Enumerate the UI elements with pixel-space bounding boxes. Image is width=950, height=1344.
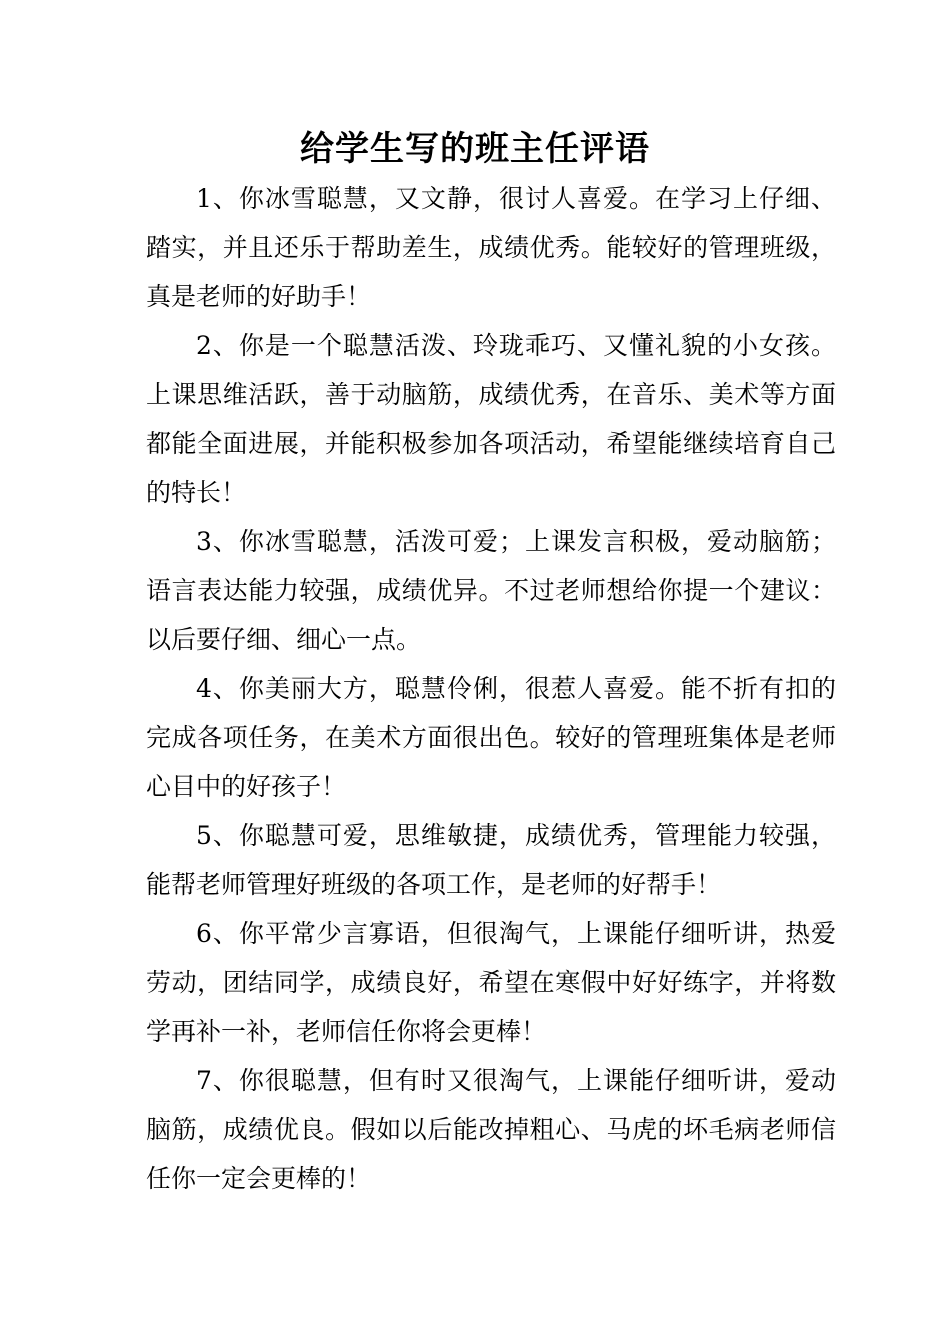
- comment-paragraph-2: 2、你是一个聪慧活泼、玲珑乖巧、又懂礼貌的小女孩。上课思维活跃，善于动脑筋，成绩优秀，在音乐、美术等方面都能全面进展，并能积极参加各项活动，希望能继续培育自己的特长！: [146, 331, 836, 507]
- comment-paragraph-3: 3、你冰雪聪慧，活泼可爱；上课发言积极，爱动脑筋；语言表达能力较强，成绩优异。不过老师想给你提一个建议：以后要仔细、细心一点。: [146, 527, 836, 654]
- comment-paragraph-6: 6、你平常少言寡语，但很淘气，上课能仔细听讲，热爱劳动，团结同学，成绩良好，希望在寒假中好好练字，并将数学再补一补，老师信任你将会更棒！: [146, 919, 836, 1046]
- document-title: 给学生写的班主任评语: [300, 129, 650, 169]
- document-body: [146, 174, 836, 1203]
- comment-paragraph-1: 1、你冰雪聪慧，又文静，很讨人喜爱。在学习上仔细、踏实，并且还乐于帮助差生，成绩优秀。能较好的管理班级，真是老师的好助手！: [146, 184, 836, 311]
- comment-paragraph-7: 7、你很聪慧，但有时又很淘气，上课能仔细听讲，爱动脑筋，成绩优良。假如以后能改掉粗心、马虎的坏毛病老师信任你一定会更棒的！: [146, 1066, 836, 1193]
- comment-paragraph-4: 4、你美丽大方，聪慧伶俐，很惹人喜爱。能不折有扣的完成各项任务，在美术方面很出色。较好的管理班集体是老师心目中的好孩子！: [146, 674, 836, 801]
- comment-paragraph-5: 5、你聪慧可爱，思维敏捷，成绩优秀，管理能力较强，能帮老师管理好班级的各项工作，是老师的好帮手！: [146, 821, 836, 899]
